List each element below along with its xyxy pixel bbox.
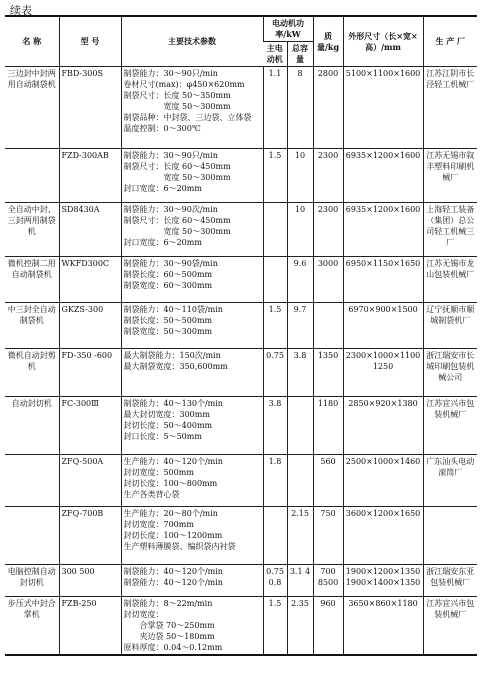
cell-name [5, 507, 59, 565]
cell-mass: 1350 [313, 349, 343, 397]
cell-mass: 3000 [313, 257, 343, 303]
header-model: 型 号 [59, 16, 121, 67]
param-line: 封口宽度：6～20mm [123, 184, 202, 193]
cell-mass: 700 8500 [313, 565, 343, 597]
param-line: 合掌袋 70～250mm [123, 621, 215, 630]
cell-params [121, 397, 263, 455]
cell-power-main: 1.1 [263, 67, 287, 149]
table-row [5, 203, 477, 257]
cell-name [5, 149, 59, 203]
cell-model: FZD-300AB [59, 149, 121, 203]
cell-maker: 浙江瑞安东亚包装机械厂 [423, 565, 477, 597]
cell-mass: 2300 [313, 203, 343, 257]
cell-model: WKFD300C [59, 257, 121, 303]
param-line: 原料厚度：0.04～0.12mm [123, 643, 223, 652]
cell-dims: 5100×1100×1600 [343, 67, 423, 149]
param-line: 生产能力：20～80个/min [123, 509, 218, 518]
cell-model: FBD-300S [59, 67, 121, 149]
cell-maker: 浙江瑞安市长城印刷包装机械公司 [423, 349, 477, 397]
cell-dims: 6935×1200×1600 [343, 203, 423, 257]
cell-power-total: 2.15 [287, 507, 313, 565]
cell-maker: 江苏宜兴市包装机械厂 [423, 397, 477, 455]
param-line: 制袋宽度：60～300mm [123, 281, 213, 290]
table-row [5, 349, 477, 397]
cell-params [121, 565, 263, 597]
cell-power-total: 10 [287, 203, 313, 257]
cell-name: 电脑控制自动封切机 [5, 565, 59, 597]
cell-mass: 2800 [313, 67, 343, 149]
cell-power-total: 2.35 [287, 597, 313, 656]
cell-power-total: 3.8 [287, 349, 313, 397]
table-row [5, 455, 477, 507]
param-line: 封切宽度：700mm [123, 520, 194, 529]
cell-power-main: 1.8 [263, 455, 287, 507]
cell-model: FD-350 -600 [59, 349, 121, 397]
cell-model: 300 500 [59, 565, 121, 597]
cell-params [121, 349, 263, 397]
table-row [5, 149, 477, 203]
cell-name: 中三封全自动制袋机 [5, 303, 59, 349]
param-line: 制袋长度：60～500mm [123, 270, 213, 279]
cell-power-main: 0.75 [263, 349, 287, 397]
cell-model: FZB-250 [59, 597, 121, 656]
cell-power-total: 10 [287, 149, 313, 203]
cell-dims: 6935×1200×1600 [343, 149, 423, 203]
cell-model: FC-300Ⅲ [59, 397, 121, 455]
table-row [5, 597, 477, 656]
cell-model: GKZS-300 [59, 303, 121, 349]
cell-mass: 750 [313, 507, 343, 565]
cell-power-main: 1.5 [263, 149, 287, 203]
header-params: 主要技术参数 [121, 16, 263, 67]
param-line: 封口长度：5～50mm [123, 432, 202, 441]
cell-maker: 江苏宜兴市包装机械厂 [423, 597, 477, 656]
cell-mass: 2300 [313, 149, 343, 203]
cell-power-main: 0.75 0.8 [263, 565, 287, 597]
cell-power-total [287, 455, 313, 507]
param-line: 制袋能力：30～90只/min [123, 69, 218, 78]
param-line: 温度控制：0～300℃ [123, 124, 201, 133]
cell-params [121, 507, 263, 565]
machine-spec-table [5, 15, 477, 656]
cell-dims: 6950×1150×1650 [343, 257, 423, 303]
param-line: 制袋宽度：50～300mm [123, 327, 213, 336]
cell-maker: 广东汕头电动滚筒厂 [423, 455, 477, 507]
param-line: 封切长度：100～1200mm [123, 531, 223, 540]
table-row [5, 397, 477, 455]
param-line: 夹边袋 50～180mm [123, 632, 215, 641]
cell-maker: 江苏无锡市龙山包装机械厂 [423, 257, 477, 303]
cell-mass [313, 303, 343, 349]
table-row [5, 257, 477, 303]
param-line: 制袋长度：50～500mm [123, 316, 213, 325]
header-dims: 外形尺寸（长×宽×高）/mm [343, 16, 423, 67]
param-line: 制袋尺寸：长度 60～450mm [123, 216, 231, 225]
cell-params [121, 149, 263, 203]
cell-maker [423, 507, 477, 565]
cell-maker: 江苏江阴市长泾轻工机械厂 [423, 67, 477, 149]
param-line: 宽度 50～300mm [123, 173, 231, 182]
param-line: 宽度 50～300mm [123, 102, 231, 111]
cell-maker: 江苏无锡市叙丰塑料印刷机械厂 [423, 149, 477, 203]
cell-dims: 3600×1200×1650 [343, 507, 423, 565]
param-line: 制袋尺寸：长度 50～350mm [123, 91, 231, 100]
param-line: 卷材尺寸(max)：φ450×620mm [123, 80, 245, 89]
param-line: 制袋能力：40～120个/min [123, 567, 223, 576]
header-name: 名 称 [5, 16, 59, 67]
param-line: 最大封切宽度：300mm [123, 410, 210, 419]
cell-name: 自动封切机 [5, 397, 59, 455]
cell-name: 微机控制二用自动制袋机 [5, 257, 59, 303]
param-line: 封切长度：100～800mm [123, 479, 218, 488]
cell-name [5, 455, 59, 507]
cell-power-main [263, 203, 287, 257]
cell-power-main: 1.5 [263, 303, 287, 349]
cell-power-total: 3.1 4 [287, 565, 313, 597]
cell-dims: 2300×1000×1100 1250 [343, 349, 423, 397]
table-row [5, 507, 477, 565]
param-line: 宽度 50～300mm [123, 227, 231, 236]
header-power: 电动机功率/kW [263, 16, 313, 42]
cell-dims: 2500×1000×1460 [343, 455, 423, 507]
cell-power-total [287, 397, 313, 455]
cell-maker: 上海轻工装备（集团）总公司轻工机械三厂 [423, 203, 477, 257]
cell-model: ZFQ-700B [59, 507, 121, 565]
table-row [5, 67, 477, 149]
param-line: 生产能力：40～120个/min [123, 457, 223, 466]
cell-name: 步压式中封合掌机 [5, 597, 59, 656]
param-line: 封切长度：50～400mm [123, 421, 213, 430]
param-line: 制袋能力：30～90袋/min [123, 259, 218, 268]
param-line: 制袋尺寸：长度 60～450mm [123, 162, 231, 171]
cell-power-main: 1.5 [263, 597, 287, 656]
cell-model: SD8430A [59, 203, 121, 257]
param-line: 制袋能力：40～130个/min [123, 399, 223, 408]
param-line: 制袋品种：中封袋、三边袋、立体袋 [123, 113, 252, 122]
cell-power-total: 9.7 [287, 303, 313, 349]
cell-dims: 3650×860×1180 [343, 597, 423, 656]
param-line: 生产塑料薄膜袋、编织袋内衬袋 [123, 542, 236, 551]
cell-model: ZFQ-500A [59, 455, 121, 507]
cell-params [121, 257, 263, 303]
cell-dims: 2850×920×1380 [343, 397, 423, 455]
page-title: 续表 [10, 4, 32, 17]
param-line: 封口宽度：6～20mm [123, 238, 202, 247]
param-line: 最大制袋宽度：350,600mm [123, 362, 228, 371]
param-line: 制袋能力：40～120个/min [123, 578, 223, 587]
param-line: 制袋能力：8～22m/min [123, 599, 213, 608]
cell-name: 全自动中封、三封两用制袋机 [5, 203, 59, 257]
cell-dims: 1900×1200×1350 1900×1400×1350 [343, 565, 423, 597]
cell-mass: 560 [313, 455, 343, 507]
cell-mass: 1180 [313, 397, 343, 455]
cell-params [121, 67, 263, 149]
header-power-total: 总容量 [287, 42, 313, 67]
cell-name: 三边封中封两用自动制袋机 [5, 67, 59, 149]
param-line: 制袋能力：30～90次/min [123, 205, 218, 214]
cell-name: 微机自动封剪机 [5, 349, 59, 397]
cell-dims: 6970×900×1500 [343, 303, 423, 349]
cell-params [121, 455, 263, 507]
header-maker: 生 产 厂 [423, 16, 477, 67]
cell-maker: 辽宁抚顺市顺城制袋机厂 [423, 303, 477, 349]
cell-params [121, 303, 263, 349]
cell-power-total: 9.6 [287, 257, 313, 303]
table-row [5, 565, 477, 597]
param-line: 制袋能力：30～90只/min [123, 151, 218, 160]
cell-params [121, 597, 263, 656]
param-line: 封切宽度： [123, 610, 164, 619]
cell-power-main [263, 257, 287, 303]
cell-mass: 960 [313, 597, 343, 656]
param-line: 制袋能力：40～110袋/min [123, 305, 223, 314]
param-line: 生产各类背心袋 [123, 490, 180, 499]
param-line: 最大制袋能力：150次/min [123, 351, 221, 360]
cell-params [121, 203, 263, 257]
header-power-main: 主电动机 [263, 42, 287, 67]
cell-power-main: 3.8 [263, 397, 287, 455]
table-row [5, 303, 477, 349]
cell-power-main [263, 507, 287, 565]
cell-power-total: 8 [287, 67, 313, 149]
header-mass: 质量/kg [313, 16, 343, 67]
param-line: 封切宽度：500mm [123, 468, 194, 477]
